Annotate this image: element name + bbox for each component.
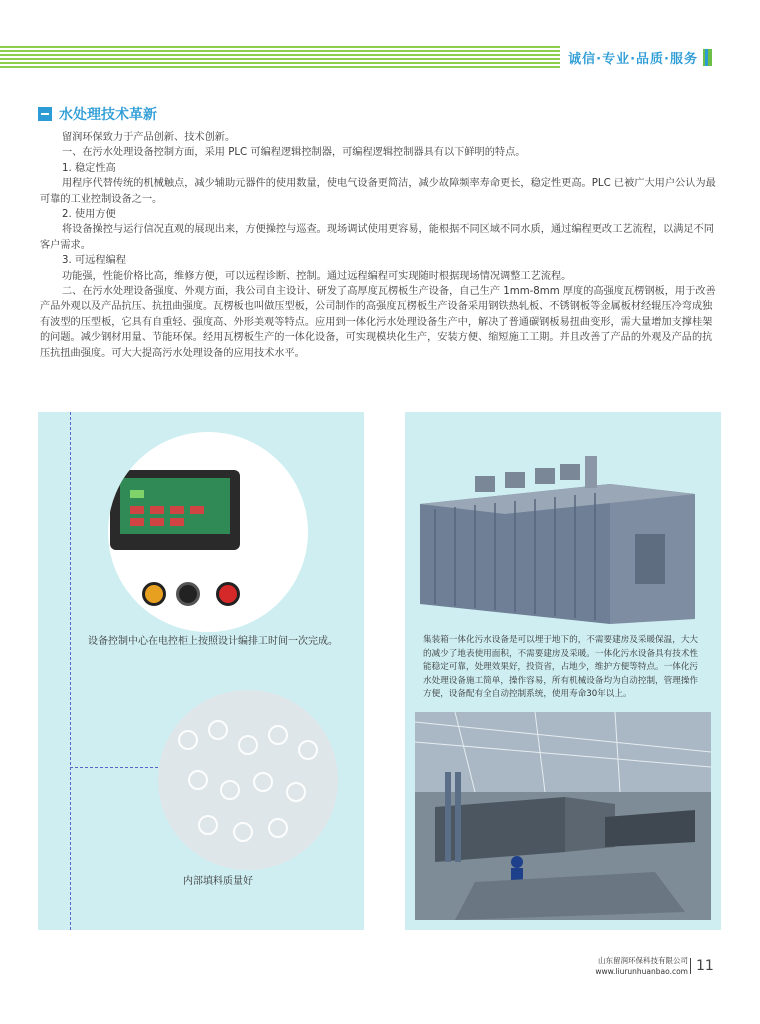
media-ring bbox=[268, 818, 288, 838]
media-ring bbox=[268, 725, 288, 745]
screen-block bbox=[150, 506, 164, 514]
header-slogan: 诚信·专业·品质·服务 bbox=[568, 52, 698, 67]
minus-box-icon bbox=[38, 107, 52, 121]
paragraph: 将设备操控与运行信况直观的展现出来，方便操控与巡查。现场调试使用更容易，能根据不同区域不同水质，通过编程更改工艺流程，以满足不同客户需求。 bbox=[40, 224, 714, 251]
media-ring bbox=[253, 772, 273, 792]
indicator-light-icon bbox=[142, 582, 166, 606]
right-photo-panel bbox=[405, 412, 721, 930]
footer-info bbox=[578, 955, 688, 977]
subheading: 3. 可远程编程 bbox=[62, 255, 126, 267]
section-heading bbox=[38, 104, 157, 124]
caption-container: 集装箱一体化污水设备是可以埋于地下的，不需要建房及采暖保温，大大的减少了地表使用面积，不需要建房及采暖。一体化污水设备具有技术性能稳定可靠，处理效果好，投资省，占地少，维护方便等特点。一体化污水处理设备施工简单，操作容易，所有机械设备均为自动控制，管理操作方便，设备配有全自动控制系统，使用寿命30年以上。 bbox=[423, 635, 699, 699]
media-ring bbox=[298, 740, 318, 760]
selector-switch-icon bbox=[176, 582, 200, 606]
screen-block bbox=[130, 518, 144, 526]
subheading: 2. 使用方便 bbox=[62, 209, 116, 221]
media-ring bbox=[233, 822, 253, 842]
body-text bbox=[40, 130, 716, 361]
screen-block bbox=[190, 506, 204, 514]
caption-filler: 内部填料质量好 bbox=[183, 876, 253, 887]
media-ring bbox=[198, 815, 218, 835]
control-panel-photo bbox=[108, 432, 308, 632]
caption-control: 设备控制中心在电控柜上按照设计编排工时间一次完成。 bbox=[88, 636, 338, 647]
emergency-stop-icon bbox=[216, 582, 240, 606]
screen-block bbox=[170, 518, 184, 526]
media-ring bbox=[188, 770, 208, 790]
filler-media-photo bbox=[158, 690, 338, 870]
screen-block bbox=[170, 506, 184, 514]
hmi-screen bbox=[120, 478, 230, 534]
paragraph: 留润环保致力于产品创新、技术创新。 bbox=[62, 132, 236, 143]
factory-scene bbox=[415, 712, 711, 920]
page-number: 11 bbox=[690, 958, 714, 974]
section-title: 水处理技术革新 bbox=[59, 107, 157, 123]
media-ring bbox=[238, 735, 258, 755]
left-photo-panel bbox=[38, 412, 364, 930]
screen-block bbox=[150, 518, 164, 526]
paragraph: 二、在污水处理设备强度、外观方面，我公司自主设计、研发了高厚度瓦楞板生产设备，自己生产 1mm-8mm 厚度的高强度瓦楞钢板，用于改善产品外观以及产品抗压、抗扭曲强度。瓦楞板也叫做压型板，公司制作的高强度瓦楞板生产设备采用钢铁热轧板、不锈钢板等金属板材经辊压冷弯成独有波型的压型板，它具有自重轻、强度高、外形美观等特点。应用到一体化污水处理设备生产中，解决了普通碳钢板易扭曲变形，需大量增加支撑桂架的问题。减少钢材用量、节能环保。经用瓦楞板生产的一体化设备，可实现模块化生产，安装方便、缩短施工工期。并且改善了产品的外观及产品的抗压抗扭曲强度。可大大提高污水处理设备的应用技术水平。 bbox=[40, 286, 716, 359]
dashed-guide-vertical bbox=[70, 412, 71, 930]
header-stripes bbox=[0, 46, 560, 70]
media-ring bbox=[286, 782, 306, 802]
footer-website: www.liurunhuanbao.com bbox=[595, 967, 688, 976]
media-ring bbox=[178, 730, 198, 750]
touch-screen-photo bbox=[110, 470, 240, 550]
header-mark-accent bbox=[705, 49, 708, 66]
paragraph: 用程序代替传统的机械触点，减少辅助元器件的使用数量，使电气设备更简洁，减少故障频率寿命更长，稳定性更高。PLC 已被广大用户公认为最可靠的工业控制设备之一。 bbox=[40, 178, 716, 205]
screen-block bbox=[130, 490, 144, 498]
paragraph: 功能强，性能价格比高，维修方便，可以远程诊断、控制。通过远程编程可实现随时根据现场情况调整工艺流程。 bbox=[62, 270, 572, 282]
container-equipment-photo bbox=[410, 434, 710, 624]
footer-company: 山东留润环保科技有限公司 bbox=[598, 956, 688, 965]
paragraph: 一、在污水处理设备控制方面，采用 PLC 可编程逻辑控制器，可编程逻辑控制器具有以下鲜明的特点。 bbox=[62, 147, 526, 159]
subheading: 1. 稳定性高 bbox=[62, 162, 116, 174]
media-ring bbox=[208, 720, 228, 740]
screen-block bbox=[130, 506, 144, 514]
header-bar bbox=[0, 46, 760, 70]
factory-workshop-photo bbox=[415, 712, 711, 920]
media-ring bbox=[220, 780, 240, 800]
